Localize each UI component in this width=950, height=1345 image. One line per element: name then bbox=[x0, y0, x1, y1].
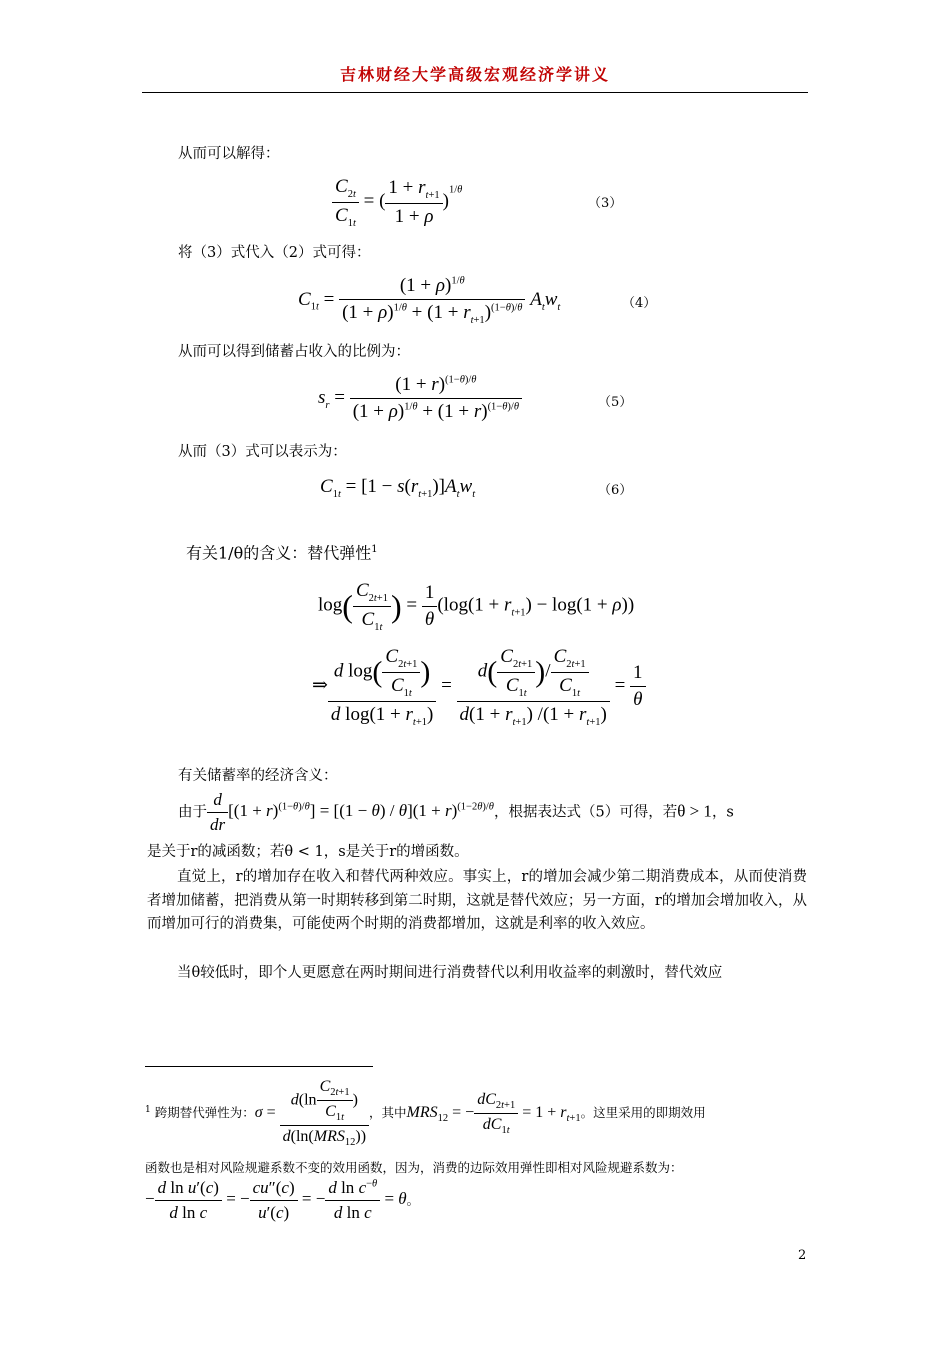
footnote-line2: 函数也是相对风险规避系数不变的效用函数，因为，消费的边际效用弹性即相对风险规避系数为： bbox=[145, 1160, 683, 1175]
footnote-where: ，其中 bbox=[369, 1104, 407, 1120]
equation-4-number: （4） bbox=[622, 296, 657, 311]
footnote-1: $^1$ 跨期替代弹性为：σ = d(ln $\frac{C_{2t+1}}{C_{1t}}$ ) $d(\ln(MRS_{12}))$ ，其中$MRS_{12}$ = − $\frac{dC_{2t+1}}{dC_{1t}}$ = $1 + r_{t+1}$。这里采用的即期效用 bbox=[145, 1078, 706, 1149]
equation-4: $C_{1t}$ = $\frac{(1 + \rho)^{1/\theta}}{(1 + \rho)^{1/\theta} + (1 + r_{t+1})^{(1-\theta)/\theta}}$ $A_tw_t$ bbox=[298, 275, 561, 326]
footnote-rule bbox=[145, 1066, 373, 1067]
footnote-note: 。这里采用的即期效用 bbox=[580, 1104, 706, 1120]
elasticity-heading bbox=[186, 540, 378, 563]
equation-6-number: （6） bbox=[598, 483, 633, 498]
text-savings-ratio: 从而可以得到储蓄占收入的比例为： bbox=[178, 344, 410, 360]
derivative-prefix: 由于 bbox=[178, 804, 207, 821]
equation-3: $\frac{C_{2t}}{C_{1t}}$ = ( $\frac{1 + r_{t+1}}{1 + \rho}$ )$^{1/\theta}$ bbox=[332, 176, 462, 229]
equation-3-number: （3） bbox=[588, 196, 623, 211]
derivative-s: ，s bbox=[711, 804, 734, 821]
footnote-label: 跨期替代弹性为： bbox=[154, 1104, 255, 1120]
header-rule bbox=[142, 92, 808, 93]
derivative-suffix: ，根据表达式（5）可得，若 bbox=[493, 804, 678, 821]
derivative-line: 由于 $\frac{d}{dr}$ $[(1 + r)^{(1-\theta)/\theta}] = [(1 - \theta) / \theta](1 + r)^{(1-2\theta)/\theta}$，根据表达式（5）可得，若θ > 1，s bbox=[178, 790, 734, 834]
elasticity-heading-text: 有关1/θ的含义：替代弹性 bbox=[186, 543, 372, 563]
equation-5: $s_r$ = $\frac{(1 + r)^{(1-\theta)/\theta}}{(1 + \rho)^{1/\theta} + (1 + r)^{(1-\theta)/\theta}}$ bbox=[318, 374, 522, 423]
page-number: 2 bbox=[798, 1248, 807, 1263]
text-express: 从而（3）式可以表示为： bbox=[178, 444, 347, 460]
savings-heading: 有关储蓄率的经济含义： bbox=[178, 768, 338, 784]
running-header: 吉林财经大学高级宏观经济学讲义 bbox=[339, 65, 610, 84]
footnote-ref-1[interactable]: 1 bbox=[371, 544, 378, 555]
paragraph-theta: 当θ较低时，即个人更愿意在两时期间进行消费替代以利用收益率的刺激时，替代效应 bbox=[177, 965, 723, 981]
condition-theta-gt-1: θ > 1 bbox=[677, 801, 712, 821]
equation-log: log( $\frac{C_{2t+1}}{C_{1t}}$ ) = $\frac{1}{\theta}$ $(\log(1 + r_{t+1}) - \log(1 + \rho))$ bbox=[318, 580, 635, 633]
footnote-formula: − $\frac{\text{d ln u′(c)}}{\text{d ln c}}$ = − $\frac{cu''(c)}{u'(c)}$ = − $\frac{d \ln c^{-\theta}}{\text{d ln c}}$ = θ。 bbox=[145, 1178, 420, 1222]
text-decreasing: 是关于r的减函数；若θ < 1，s是关于r的增函数。 bbox=[147, 844, 469, 860]
equation-derivative: ⇒ d log( $\frac{C_{2t+1}}{C_{1t}}$ ) d $\log(1 + r_{t+1})$ = d( $\frac{C_{2t+1}}{C_{1t}}$ )/ $\frac{C_{2t+1}}{C_{1t}}$ $d(1 + r_{t+1})$ $/(1 + r_{t+1})$ = $\frac{1}{\theta}$ bbox=[312, 646, 646, 727]
footnote-end: 。 bbox=[406, 1192, 420, 1208]
equation-6: $C_{1t} = [1 - s(r_{t+1})]A_tw_t$ bbox=[320, 476, 476, 500]
footnote-mark: 1 bbox=[145, 1104, 151, 1115]
text-substitute: 将（3）式代入（2）式可得： bbox=[178, 245, 371, 261]
equation-5-number: （5） bbox=[598, 395, 633, 410]
text-solve: 从而可以解得： bbox=[178, 146, 280, 162]
paragraph-intuition: 直觉上，r的增加存在收入和替代两种效应。事实上，r的增加会减少第二期消费成本，从而使消费者增加储蓄，把消费从第一时期转移到第二时期，这就是替代效应；另一方面，r的增加会增加收入，从而增加可行的消费集，可能使两个时期的消费都增加，这就是利率的收入效应。 bbox=[147, 869, 807, 932]
